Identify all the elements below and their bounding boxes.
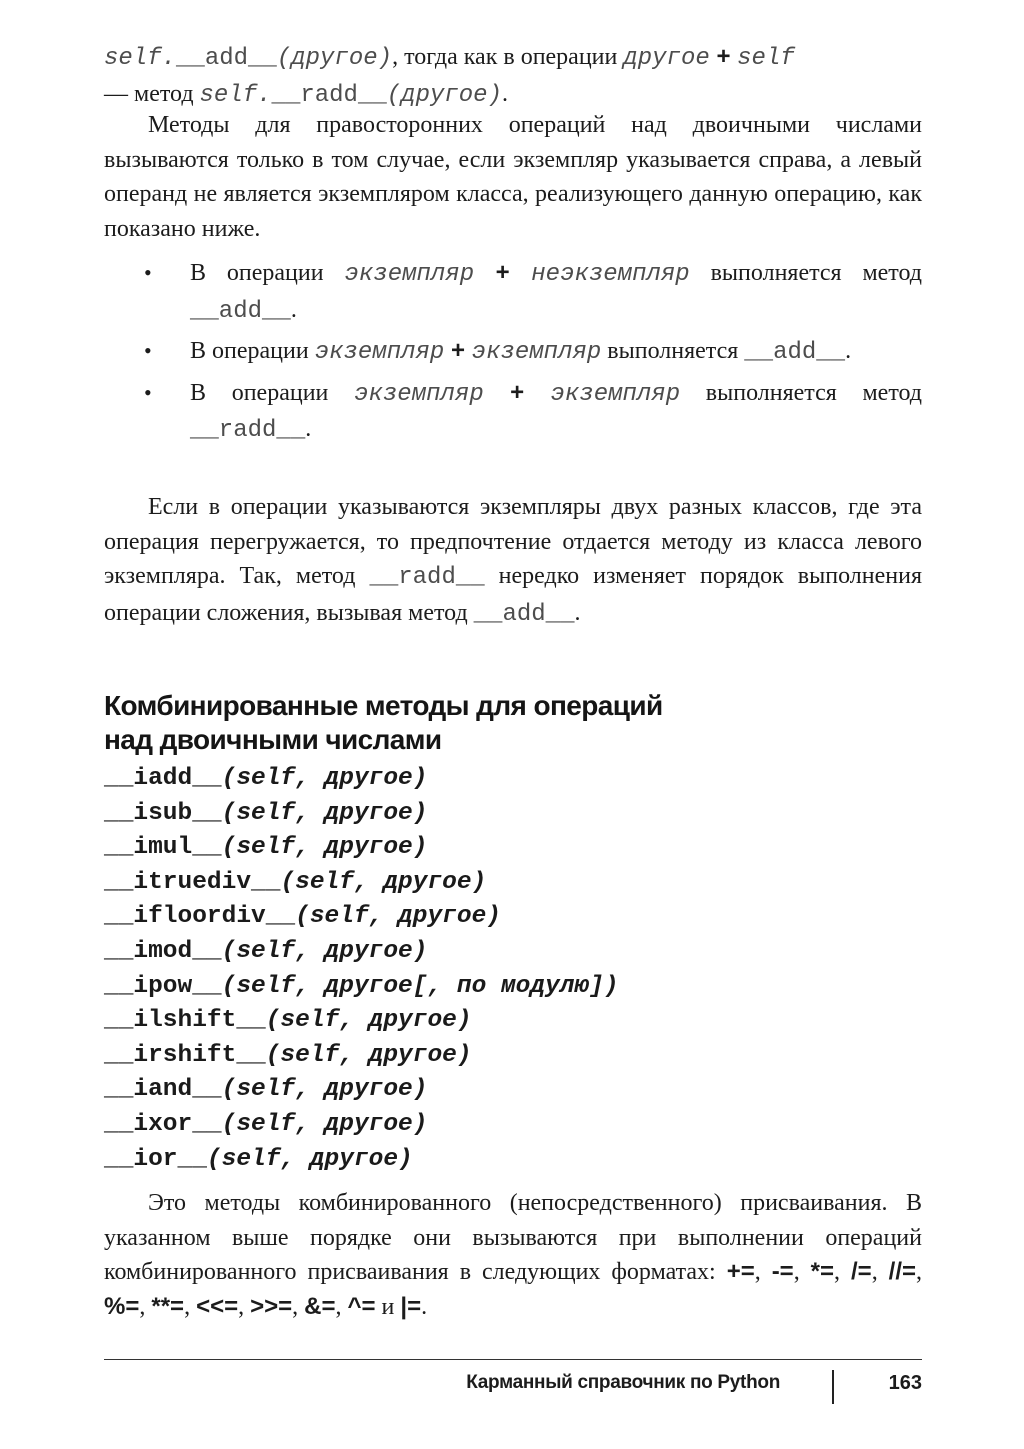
bullet-text: В операции	[190, 338, 315, 364]
method-name: __itruediv__	[104, 868, 281, 896]
bullet-dot: •	[144, 379, 152, 405]
method-name: __isub__	[104, 799, 222, 827]
operator-token: ^=	[347, 1292, 376, 1320]
paragraph-2-text-3: .	[574, 599, 581, 626]
method-signature	[104, 831, 922, 866]
method-name: __ixor__	[104, 1110, 222, 1138]
method-args: (self, другое)	[295, 903, 501, 931]
method-signature	[104, 900, 922, 935]
paragraph-2-text-1: Если в операции указываются экземпляры двух разных классов, где эта операция перегружается, то предпочтение отдается методу из класса левого экземпляра. Так, метод	[104, 494, 922, 589]
method-args: (self, другое)	[221, 1110, 428, 1138]
paragraph-3-text: Это методы комбинированного (непосредственного) присваивания. В указанном выше порядке они вызываются при выполнении операций комбинированного присваивания в следующих форматах:	[104, 1190, 922, 1285]
intro-other-3: (другое)	[386, 81, 502, 109]
section-heading-line-2: над двоичными числами	[104, 724, 442, 755]
bullet-operand-b: неэкземпляр	[531, 261, 690, 288]
paragraph-2-text-2: нередко изменяет порядок выполнения операции сложения, вызывая метод	[104, 563, 922, 626]
method-args: (self, другое)	[265, 1007, 472, 1035]
method-args: (self, другое)	[265, 1041, 472, 1069]
paragraph-3-and: и	[375, 1293, 401, 1320]
footer-book-title: Карманный справочник по Python	[466, 1372, 780, 1393]
bullet-operator: +	[444, 337, 472, 364]
footer-rule	[104, 1359, 922, 1360]
bullet-text-post: выполняется метод	[689, 260, 922, 286]
method-name: __ifloordiv__	[104, 903, 296, 931]
paragraph-3: Это методы комбинированного (непосредственного) присваивания. В указанном выше порядке они вызываются при выполнении операций комбинированного присваивания в следующих форматах: +=, -=, *=, /=, //=, %=, **=, <<=, >>=, &=, ^= и |=.	[104, 1190, 923, 1320]
intro-other-2: другое	[623, 45, 710, 72]
paragraph-2-add: __add__	[473, 600, 575, 628]
method-signature	[104, 866, 922, 901]
method-signature	[104, 1039, 922, 1074]
method-args: (self, другое)	[206, 1145, 413, 1173]
method-signature	[104, 1073, 922, 1108]
bullet-end: .	[305, 416, 312, 442]
method-signature	[104, 762, 922, 797]
paragraph-2-block	[104, 490, 922, 632]
paragraph-3-end: .	[421, 1293, 428, 1320]
bullet-dot: •	[144, 260, 152, 285]
bullet-method: __add__	[744, 339, 846, 366]
method-args: (self, другое)	[221, 765, 428, 792]
operator-token: //=	[888, 1258, 917, 1285]
intro-text-1: , тогда как в операции	[392, 44, 624, 70]
method-name: __imul__	[104, 834, 222, 862]
page-number: 163	[888, 1372, 922, 1394]
bullet-operand-b: экземпляр	[550, 380, 681, 408]
operator-token: -=	[771, 1258, 794, 1285]
paragraph-2	[104, 490, 922, 632]
bullet-text: В операции	[190, 260, 345, 286]
bullet-operator: +	[483, 378, 551, 406]
intro-paragraph	[104, 40, 922, 113]
method-signature	[104, 797, 922, 832]
intro-self-1: self.	[104, 45, 177, 72]
operator-token: *=	[810, 1258, 835, 1285]
section-heading	[104, 689, 922, 757]
paragraph-3-block	[104, 1186, 922, 1324]
bullet-list-block	[104, 256, 922, 449]
bullet-text: В операции	[190, 379, 355, 406]
section-heading-line-1: Комбинированные методы для операций	[104, 690, 663, 721]
paragraph-1-block	[104, 108, 922, 246]
bullet-operand-a: экземпляр	[314, 339, 445, 366]
bullet-item-1	[104, 256, 922, 329]
intro-self-2: self	[737, 45, 795, 72]
intro-plus: +	[709, 43, 738, 70]
method-name: __irshift__	[104, 1041, 266, 1069]
method-args: (self, другое)	[221, 799, 428, 827]
bullet-list	[104, 256, 922, 449]
operator-token: |=	[400, 1292, 422, 1320]
bullet-item-2	[104, 334, 922, 371]
footer-separator	[832, 1370, 834, 1404]
paragraph-1: Методы для правосторонних операций над двоичными числами вызываются только в том случае, если экземпляр указывается справа, а левый операнд не является экземпляром класса, реализующего данную операцию, как показано ниже.	[104, 112, 922, 242]
intro-period: .	[501, 80, 508, 107]
intro-add-method: __add__	[176, 45, 277, 72]
operator-token: &=	[304, 1292, 336, 1320]
bullet-operand-b: экземпляр	[471, 339, 602, 366]
intro-block	[104, 40, 922, 113]
method-name: __imod__	[104, 937, 222, 965]
section-heading-block	[104, 689, 922, 757]
operator-token: /=	[851, 1258, 872, 1285]
method-args: (self, другое)	[221, 1076, 428, 1104]
method-list	[104, 762, 922, 1177]
paragraph-2-radd: __radd__	[369, 564, 485, 591]
operator-token: **=	[151, 1292, 185, 1320]
bullet-text-post: выполняется метод	[680, 379, 923, 406]
bullet-operator: +	[474, 259, 532, 286]
method-args: (self, другое[, по модулю])	[221, 972, 619, 1000]
bullet-method: __radd__	[190, 417, 306, 444]
method-signature	[104, 1108, 922, 1143]
method-signature	[104, 1004, 922, 1039]
method-signature	[104, 970, 922, 1005]
operator-token: +=	[726, 1258, 755, 1285]
bullet-end: .	[845, 338, 852, 364]
method-signature	[104, 935, 922, 970]
method-signature	[104, 1143, 922, 1178]
intro-text-2: — метод	[104, 80, 200, 107]
bullet-dot: •	[144, 338, 152, 363]
operator-token: <<=	[196, 1292, 239, 1320]
method-name: __ior__	[104, 1145, 207, 1173]
operator-token: >>=	[250, 1292, 293, 1320]
bullet-operand-a: экземпляр	[344, 261, 475, 288]
intro-radd-method: __radd__	[271, 81, 387, 109]
method-args: (self, другое)	[221, 834, 428, 862]
method-name: __iadd__	[104, 765, 222, 792]
operator-token: %=	[104, 1292, 140, 1320]
method-name: __ipow__	[104, 972, 222, 1000]
bullet-item-3	[104, 376, 922, 449]
intro-other-1: (другое)	[276, 45, 393, 72]
method-name: __ilshift__	[104, 1007, 266, 1035]
method-args: (self, другое)	[280, 868, 487, 896]
bullet-method: __add__	[190, 297, 291, 325]
method-name: __iand__	[104, 1076, 222, 1104]
intro-self-3: self.	[199, 81, 272, 109]
method-args: (self, другое)	[221, 937, 428, 965]
bullet-operand-a: экземпляр	[354, 380, 484, 408]
bullet-text-post: выполняется	[601, 338, 745, 364]
bullet-end: .	[290, 296, 297, 323]
